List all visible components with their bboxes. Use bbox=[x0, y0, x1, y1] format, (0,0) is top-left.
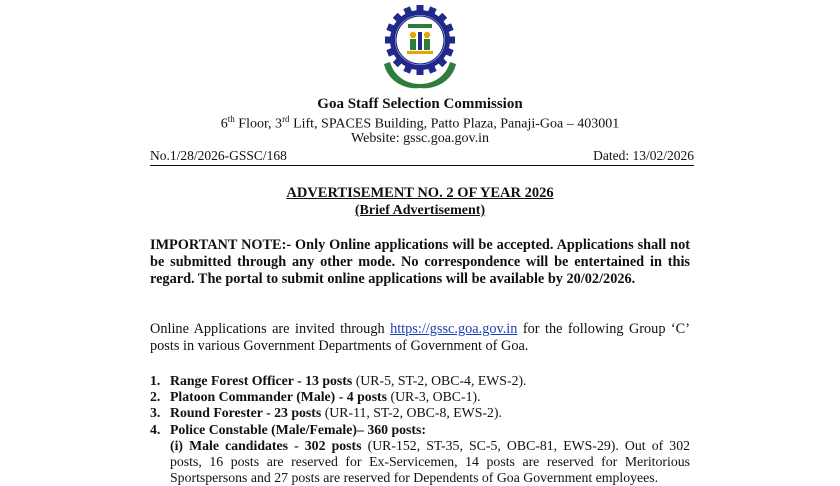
post-detail: (UR-3, OBC-1). bbox=[387, 389, 481, 405]
post-name: Range Forest Officer - 13 posts bbox=[170, 373, 353, 388]
reference-line bbox=[150, 148, 694, 166]
male-candidates-label: (i) Male candidates - 302 posts bbox=[170, 437, 362, 453]
advertisement-subtitle: (Brief Advertisement) bbox=[354, 203, 486, 218]
floor-word: Floor, 3 bbox=[234, 116, 283, 132]
lift-superscript: rd bbox=[282, 114, 290, 124]
advertisement-title: ADVERTISEMENT NO. 2 OF YEAR 2026 bbox=[286, 185, 554, 201]
important-note: IMPORTANT NOTE:- Only Online applications will be accepted. Applications shall not be submitted through any other mode. No correspondence will be entertained in this regard. The portal to submit online applications will be available by 20/02/2026. bbox=[150, 237, 690, 287]
post-detail: (UR-5, ST-2, OBC-4, EWS-2). bbox=[352, 373, 527, 388]
organization-name: Goa Staff Selection Commission bbox=[317, 96, 523, 112]
list-item-number: 3. bbox=[150, 405, 161, 421]
gssc-logo-icon bbox=[376, 2, 464, 94]
post-name: Platoon Commander (Male) - 4 posts bbox=[170, 389, 388, 405]
list-item bbox=[150, 373, 690, 389]
list-item-number: 4. bbox=[150, 421, 161, 437]
invitation-prefix: Online Applications are invited through bbox=[150, 321, 391, 337]
invitation-paragraph bbox=[150, 321, 690, 355]
post-detail: (UR-11, ST-2, OBC-8, EWS-2). bbox=[321, 405, 502, 421]
floor-number: 6 bbox=[220, 116, 228, 132]
office-address bbox=[0, 114, 840, 133]
list-item-number: 1. bbox=[150, 373, 161, 388]
gear-tooth bbox=[385, 37, 393, 44]
website-line: Website: gssc.goa.gov.in bbox=[351, 131, 489, 146]
list-item-number: 2. bbox=[150, 389, 161, 405]
reference-number: No.1/28/2026-GSSC/168 bbox=[150, 148, 287, 163]
list-item bbox=[150, 389, 690, 405]
posts-list bbox=[150, 373, 690, 486]
male-candidates-paragraph bbox=[150, 438, 690, 486]
male-candidates-detail: (UR-152, ST-35, SC-5, OBC-81, EWS-29). Out of 302 posts, 16 posts are reserved for Ex-Servicemen, 14 posts are reserved for Meritorious Sportspersons and 27 posts are reserved for Dependents of Goa Government employees. bbox=[170, 437, 690, 486]
address-rest: Lift, SPACES Building, Patto Plaza, Panaji-Goa – 403001 bbox=[289, 116, 620, 132]
gssc-portal-link[interactable]: https://gssc.goa.gov.in bbox=[390, 321, 518, 337]
floor-superscript: th bbox=[227, 114, 235, 124]
gear-tooth bbox=[417, 5, 424, 13]
post-name: Round Forester - 23 posts bbox=[170, 405, 322, 421]
list-item bbox=[150, 422, 690, 438]
gear-tooth bbox=[417, 67, 424, 75]
reference-date: Dated: 13/02/2026 bbox=[593, 148, 694, 163]
invitation-suffix: for the following Group ‘C’ posts in various Government Departments of Government of Goa. bbox=[150, 321, 690, 354]
list-item bbox=[150, 405, 690, 421]
gear-tooth bbox=[447, 37, 455, 44]
post-name: Police Constable (Male/Female)– 360 posts: bbox=[170, 421, 426, 437]
